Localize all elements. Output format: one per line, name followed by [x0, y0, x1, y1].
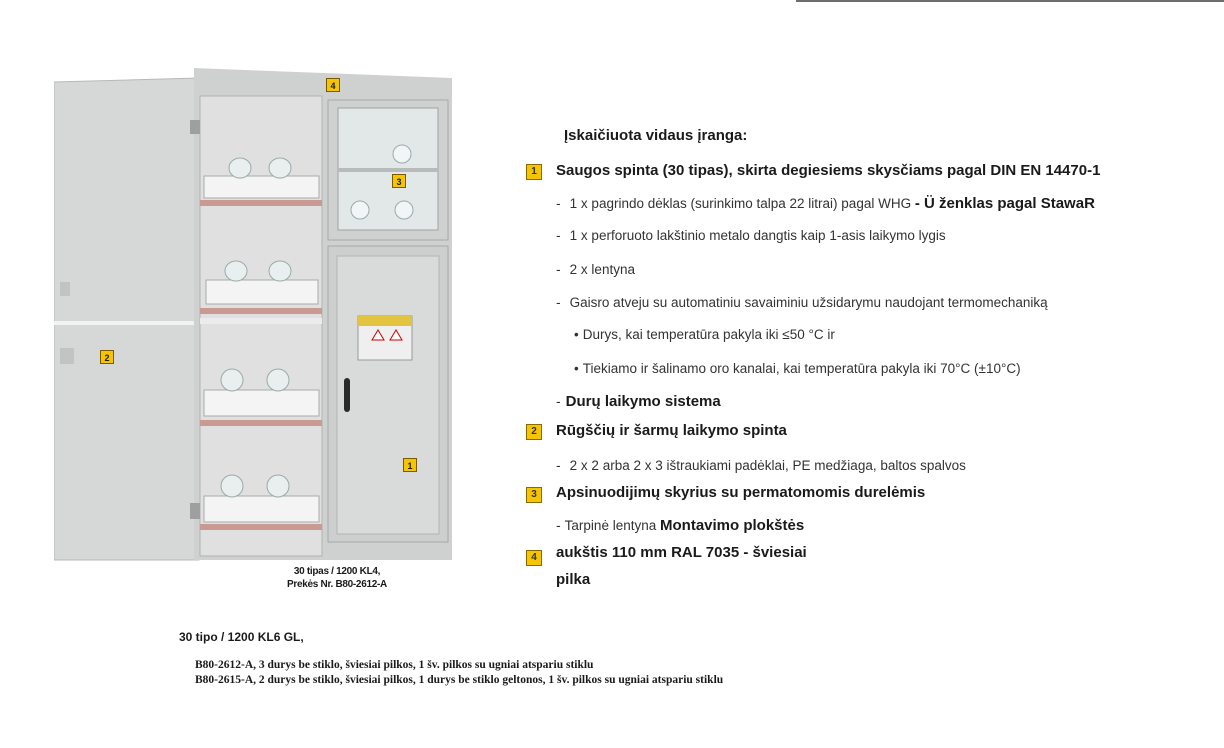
spec-item1-detail-1: - 1 x pagrindo dėklas (surinkimo talpa 22 litrai) pagal WHG - Ü ženklas pagal StawaR — [556, 195, 1095, 212]
spec-item1-bullet-2: • Tiekiamo ir šalinamo oro kanalai, kai temperatūra pakyla iki 70°C (±10°C) — [574, 361, 1021, 376]
spec-number-1: 1 — [526, 164, 542, 180]
caption-line-1: 30 tipas / 1200 KL4, — [293, 566, 381, 577]
spec-heading-4-line-2: pilka — [556, 571, 591, 588]
spec-heading-3: Apsinuodijimų skyrius su permatomomis durelėmis — [556, 484, 926, 501]
spec-number-4: 4 — [526, 550, 542, 566]
marker-2: 2 — [100, 350, 114, 364]
footer-title: 30 tipo / 1200 KL6 GL, — [179, 630, 304, 644]
marker-4: 4 — [326, 78, 340, 92]
spec-number-3: 3 — [526, 487, 542, 503]
spec-heading-2: Rūgščių ir šarmų laikymo spinta — [556, 422, 787, 439]
spec-item3-detail-1: - Tarpinė lentyna Montavimo plokštės — [556, 517, 805, 534]
marker-1: 1 — [403, 458, 417, 472]
spec-number-2: 2 — [526, 424, 542, 440]
spec-title: Įskaičiuota vidaus įranga: — [564, 127, 748, 144]
marker-3: 3 — [392, 174, 406, 188]
spec-item2-detail-1: - 2 x 2 arba 2 x 3 ištraukiami padėklai, PE medžiaga, baltos spalvos — [556, 457, 966, 473]
spec-item1-detail-5: - Durų laikymo sistema — [556, 393, 721, 410]
spec-item1-detail-4: - Gaisro atveju su automatiniu savaiminiu užsidarymu naudojant termomechaniką — [556, 294, 1048, 310]
image-caption — [252, 565, 422, 591]
spec-heading-4-line-1: aukštis 110 mm RAL 7035 - šviesiai — [556, 544, 807, 561]
cabinet-drawing — [54, 68, 452, 562]
caption-line-2: Prekės Nr. B80-2612-A — [287, 579, 387, 590]
footer-line-2: B80-2615-A, 2 durys be stiklo, šviesiai pilkos, 1 durys be stiklo geltonos, 1 šv. pilkos su ugniai atspariu stiklu — [195, 674, 724, 686]
spec-item1-detail-2: - 1 x perforuoto lakštinio metalo dangtis kaip 1-asis laikymo lygis — [556, 227, 946, 243]
cabinet-illustration — [54, 68, 452, 562]
spec-item1-detail-3: - 2 x lentyna — [556, 261, 635, 277]
spec-item1-bullet-1: • Durys, kai temperatūra pakyla iki ≤50 °C ir — [574, 327, 835, 342]
footer-line-1: B80-2612-A, 3 durys be stiklo, šviesiai pilkos, 1 šv. pilkos su ugniai atspariu stiklu — [195, 659, 594, 671]
top-edge-bar — [796, 0, 1224, 2]
spec-heading-1: Saugos spinta (30 tipas), skirta degiesiems skysčiams pagal DIN EN 14470-1 — [556, 162, 1101, 179]
